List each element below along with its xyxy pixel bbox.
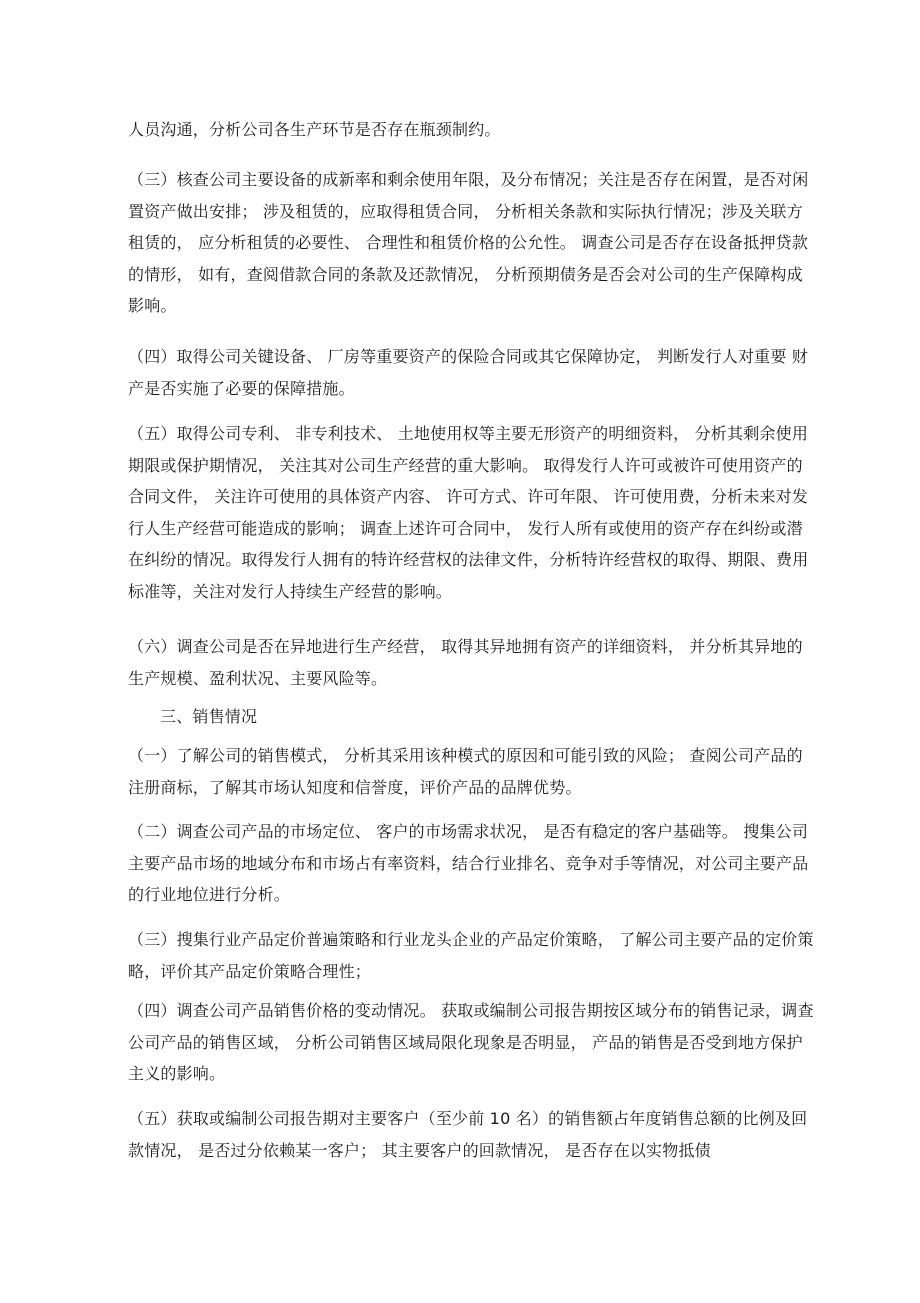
paragraph-insurance-contracts: （四）取得公司关键设备、 厂房等重要资产的保险合同或其它保障协定， 判断发行人对重要 财产是否实施了必要的保障措施。 <box>128 347 809 398</box>
section-heading-sales: 三、销售情况 <box>160 707 258 726</box>
paragraph-sales-model: （一）了解公司的销售模式， 分析其采用该种模式的原因和可能引致的风险； 查阅公司产品的注册商标，了解其市场认知度和信誉度，评价产品的品牌优势。 <box>128 746 803 797</box>
paragraph-production-bottleneck: 人员沟通，分析公司各生产环节是否存在瓶颈制约。 <box>128 120 501 139</box>
paragraph-equipment-review: （三）核查公司主要设备的成新率和剩余使用年限，及分布情况；关注是否存在闲置，是否对闲置资产做出安排； 涉及租赁的，应取得租赁合同， 分析相关条款和实际执行情况；涉及关联方租赁的， 应分析租赁的必要性、 合理性和租赁价格的公允性。 调查公司是否存在设备抵押贷款的情形， 如有，查阅借款合同的条款及还款情况， 分析预期债务是否会对公司的生产保障构成影响。 <box>128 170 809 315</box>
paragraph-offsite-operations: （六）调查公司是否在异地进行生产经营， 取得其异地拥有资产的详细资料， 并分析其异地的生产规模、盈利状况、主要风险等。 <box>128 637 803 688</box>
paragraph-major-customers: （五）获取或编制公司报告期对主要客户（至少前 10 名）的销售额占年度销售总额的比例及回款情况， 是否过分依赖某一客户； 其主要客户的回款情况， 是否存在以实物抵债 <box>128 1109 808 1160</box>
paragraph-sales-price-changes: （四）调查公司产品销售价格的变动情况。 获取或编制公司报告期按区域分布的销售记录，调查公司产品的销售区域， 分析公司销售区域局限化现象是否明显， 产品的销售是否受到地方保护主义的影响。 <box>128 1001 814 1083</box>
paragraph-pricing-strategy: （三）搜集行业产品定价普遍策略和行业龙头企业的产品定价策略， 了解公司主要产品的定价策略，评价其产品定价策略合理性； <box>128 930 814 981</box>
paragraph-market-position: （二）调查公司产品的市场定位、 客户的市场需求状况， 是否有稳定的客户基础等。 搜集公司主要产品市场的地域分布和市场占有率资料，结合行业排名、竞争对手等情况，对公司主要产品的行业地位进行分析。 <box>128 822 809 904</box>
paragraph-intangible-assets: （五）取得公司专利、 非专利技术、 土地使用权等主要无形资产的明细资料， 分析其剩余使用期限或保护期情况， 关注其对公司生产经营的重大影响。 取得发行人许可或被许可使用资产的合同文件， 关注许可使用的具体资产内容、 许可方式、许可年限、 许可使用费，分析未来对发行人生产经营可能造成的影响； 调查上述许可合同中， 发行人所有或使用的资产存在纠纷或潜在纠纷的情况。取得发行人拥有的特许经营权的法律文件，分析特许经营权的取得、期限、费用标准等，关注对发行人持续生产经营的影响。 <box>128 424 809 601</box>
